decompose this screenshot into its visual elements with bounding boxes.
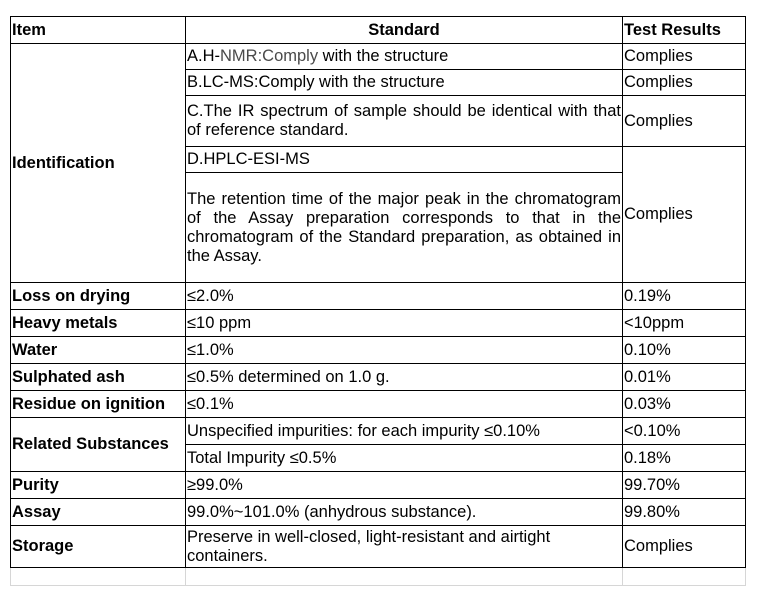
residue-row bbox=[11, 391, 746, 418]
water-result: 0.10% bbox=[623, 337, 746, 364]
loss-item: Loss on drying bbox=[11, 283, 186, 310]
water-row bbox=[11, 337, 746, 364]
header-standard: Standard bbox=[186, 17, 623, 44]
header-row bbox=[11, 17, 746, 44]
identification-a-prefix: A.H- bbox=[187, 47, 220, 65]
purity-item: Purity bbox=[11, 472, 186, 499]
purity-row bbox=[11, 472, 746, 499]
related-unspecified-standard: Unspecified impurities: for each impurity ≤0.10% bbox=[186, 418, 623, 445]
identification-row-a bbox=[11, 44, 746, 70]
residue-result: 0.03% bbox=[623, 391, 746, 418]
header-results: Test Results bbox=[623, 17, 746, 44]
assay-result: 99.80% bbox=[623, 499, 746, 526]
identification-b-standard: B.LC-MS:Comply with the structure bbox=[186, 70, 623, 96]
sulphated-ash-row bbox=[11, 364, 746, 391]
assay-standard: 99.0%~101.0% (anhydrous substance). bbox=[186, 499, 623, 526]
identification-d-title: D.HPLC-ESI-MS bbox=[186, 147, 623, 173]
related-unspecified-result: <0.10% bbox=[623, 418, 746, 445]
storage-row bbox=[11, 526, 746, 568]
identification-label: Identification bbox=[11, 44, 186, 283]
loss-row bbox=[11, 283, 746, 310]
residue-standard: ≤0.1% bbox=[186, 391, 623, 418]
sulphated-ash-standard: ≤0.5% determined on 1.0 g. bbox=[186, 364, 623, 391]
identification-a-standard bbox=[186, 44, 623, 70]
storage-item: Storage bbox=[11, 526, 186, 568]
loss-result: 0.19% bbox=[623, 283, 746, 310]
purity-result: 99.70% bbox=[623, 472, 746, 499]
assay-item: Assay bbox=[11, 499, 186, 526]
specification-table bbox=[10, 16, 746, 586]
related-substances-item: Related Substances bbox=[11, 418, 186, 472]
assay-row bbox=[11, 499, 746, 526]
purity-standard: ≥99.0% bbox=[186, 472, 623, 499]
storage-result: Complies bbox=[623, 526, 746, 568]
empty-trailing-row bbox=[11, 568, 746, 586]
identification-b-result: Complies bbox=[623, 70, 746, 96]
water-standard: ≤1.0% bbox=[186, 337, 623, 364]
related-total-standard: Total Impurity ≤0.5% bbox=[186, 445, 623, 472]
identification-a-result: Complies bbox=[623, 44, 746, 70]
empty-cell bbox=[186, 568, 623, 586]
loss-standard: ≤2.0% bbox=[186, 283, 623, 310]
identification-c-result: Complies bbox=[623, 96, 746, 147]
residue-item: Residue on ignition bbox=[11, 391, 186, 418]
storage-standard: Preserve in well-closed, light-resistant and airtight containers. bbox=[186, 526, 623, 568]
sulphated-ash-item: Sulphated ash bbox=[11, 364, 186, 391]
heavy-metals-standard: ≤10 ppm bbox=[186, 310, 623, 337]
identification-c-standard: C.The IR spectrum of sample should be identical with that of reference standard. bbox=[186, 96, 623, 147]
related-row-unspecified bbox=[11, 418, 746, 445]
header-item: Item bbox=[11, 17, 186, 44]
identification-a-rest: with the structure bbox=[318, 47, 449, 65]
empty-cell bbox=[623, 568, 746, 586]
heavy-metals-item: Heavy metals bbox=[11, 310, 186, 337]
sulphated-ash-result: 0.01% bbox=[623, 364, 746, 391]
identification-d-result: Complies bbox=[623, 147, 746, 283]
related-total-result: 0.18% bbox=[623, 445, 746, 472]
heavy-metals-row bbox=[11, 310, 746, 337]
identification-d-text: The retention time of the major peak in the chromatogram of the Assay preparation corresponds to that in the chromatogram of the Standard preparation, as obtained in the Assay. bbox=[186, 173, 623, 283]
identification-a-nmr: NMR:Comply bbox=[220, 47, 319, 65]
water-item: Water bbox=[11, 337, 186, 364]
empty-cell bbox=[11, 568, 186, 586]
heavy-metals-result: <10ppm bbox=[623, 310, 746, 337]
